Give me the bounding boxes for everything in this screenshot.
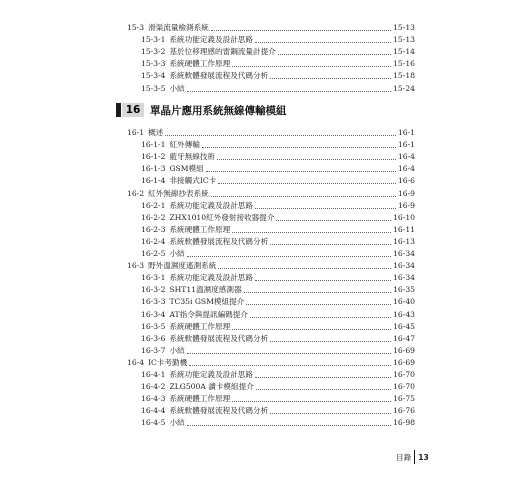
toc-entry (141, 45, 415, 57)
entry-title: 系統功能定義及設計思路 (169, 273, 253, 283)
chapter-marker (116, 103, 121, 117)
entry-page: 15-13 (393, 23, 415, 32)
entry-page: 16-75 (393, 394, 415, 404)
dot-leader (278, 53, 391, 55)
entry-number: 16-1-2 (141, 152, 166, 162)
dot-leader (187, 424, 391, 426)
entry-title: 系統軟體發展流程及代碼分析 (169, 71, 269, 81)
toc-entry (141, 33, 415, 45)
dot-leader (232, 328, 391, 330)
toc-entry (127, 356, 415, 368)
toc-entry (127, 187, 415, 199)
page-footer (396, 451, 429, 463)
entry-title: 小結 (169, 249, 185, 258)
entry-title: AT指令與提訊編碼提介 (169, 309, 248, 319)
entry-number: 16-2-4 (141, 236, 166, 246)
entry-title: 系統硬體工作原理 (169, 59, 231, 69)
dot-leader (246, 303, 391, 305)
footer-page-number: 13 (418, 452, 429, 462)
entry-number: 15-3-3 (141, 59, 166, 69)
dot-leader (270, 243, 391, 245)
dot-leader (276, 219, 391, 221)
entry-number: 16-4 (127, 357, 145, 367)
entry-title: 系統軟體發展流程及代碼分析 (169, 236, 269, 246)
dot-leader (255, 376, 391, 378)
toc-entry (141, 162, 415, 174)
dot-leader (211, 195, 396, 197)
dot-leader (217, 158, 396, 160)
entry-page: 16-9 (397, 200, 415, 210)
toc-entry (141, 416, 415, 428)
entry-title: 系統硬體工作原理 (169, 321, 231, 331)
dot-leader (218, 267, 391, 269)
entry-title: ZLG500A 讀卡模組提介 (169, 382, 254, 392)
dot-leader (202, 146, 396, 148)
entry-page: 16-70 (393, 382, 415, 392)
entry-number: 16-3 (127, 261, 145, 271)
toc-entry (141, 308, 415, 320)
entry-number: 15-3-1 (141, 35, 166, 45)
toc-entry (141, 69, 415, 81)
entry-title: ZHX1010紅外發射接收器提介 (169, 212, 275, 222)
toc-entry (141, 332, 415, 344)
entry-title: SHT11溫濕度感測器 (169, 285, 242, 295)
entry-page: 16-6 (397, 176, 415, 186)
entry-number: 16-2-2 (141, 212, 166, 222)
entry-page: 16-9 (397, 188, 415, 198)
entry-number: 16-3-7 (141, 345, 166, 355)
entry-number: 16-4-1 (141, 370, 166, 379)
entry-title: 小結 (169, 345, 185, 355)
toc-entry (141, 295, 415, 307)
entry-page: 16-47 (393, 333, 415, 343)
dot-leader (232, 231, 391, 233)
toc-entry (141, 174, 415, 186)
toc-entry (141, 235, 415, 247)
entry-title: 非接觸式IC卡 (169, 176, 217, 186)
entry-page: 16-13 (393, 236, 415, 246)
entry-page: 15-18 (393, 71, 415, 81)
dot-leader (187, 90, 391, 92)
entry-title: GSM模組 (169, 164, 204, 174)
entry-page: 16-34 (393, 273, 415, 283)
entry-page: 16-10 (393, 212, 415, 222)
toc-entry (141, 320, 415, 332)
toc-entry (127, 126, 415, 138)
toc-entry (141, 283, 415, 295)
toc-entry (141, 271, 415, 283)
entry-title: 系統硬體工作原理 (169, 394, 231, 404)
entry-number: 16-1-4 (141, 176, 166, 186)
entry-number: 16-4-3 (141, 394, 166, 404)
entry-page: 16-34 (393, 261, 415, 271)
entry-title: 系統功能定義及設計思路 (169, 370, 253, 379)
toc-entry (141, 404, 415, 416)
toc-entry (141, 223, 415, 235)
entry-title: 紅外無線抄表系統 (148, 188, 209, 198)
entry-title: 小結 (169, 83, 185, 93)
entry-number: 16-4-4 (141, 406, 166, 416)
entry-number: 16-4-2 (141, 382, 166, 392)
footer-label: 目錄 (396, 452, 412, 462)
toc-entry (141, 138, 415, 150)
entry-number: 16-2-3 (141, 224, 166, 234)
entry-title: 系統軟體發展流程及代碼分析 (169, 333, 269, 343)
dot-leader (211, 29, 391, 31)
entry-title: 系統功能定義及設計思路 (169, 35, 253, 45)
entry-title: IC卡考勤機 (148, 357, 188, 367)
dot-leader (218, 182, 396, 184)
toc-entry (141, 57, 415, 69)
toc-entry (127, 21, 415, 33)
entry-number: 16-4-5 (141, 418, 166, 428)
dot-leader (255, 207, 396, 209)
entry-number: 16-3-2 (141, 285, 166, 295)
entry-title: TC35i GSM模組提介 (169, 297, 245, 307)
entry-page: 16-70 (393, 370, 415, 379)
entry-title: 藍牙無線技術 (169, 152, 216, 162)
entry-page: 15-13 (393, 35, 415, 45)
dot-leader (187, 255, 391, 257)
entry-page: 15-14 (393, 47, 415, 57)
dot-leader (232, 400, 391, 402)
dot-leader (270, 77, 391, 79)
dot-leader (165, 134, 396, 136)
toc-entry (141, 82, 415, 94)
dot-leader (244, 291, 392, 293)
entry-title: 基於位移理感的雷鋼流量計提介 (169, 47, 276, 57)
toc-entry (141, 368, 415, 380)
entry-number: 15-3 (127, 23, 145, 32)
entry-number: 16-2 (127, 188, 145, 198)
entry-title: 系統軟體發展流程及代碼分析 (169, 406, 269, 416)
entry-page: 15-16 (393, 59, 415, 69)
dot-leader (206, 170, 396, 172)
entry-number: 15-3-4 (141, 71, 166, 81)
entry-title: 系統硬體工作原理 (169, 224, 231, 234)
dot-leader (250, 316, 391, 318)
entry-page: 16-4 (397, 164, 415, 174)
entry-page: 16-45 (393, 321, 415, 331)
entry-page: 16-43 (393, 309, 415, 319)
entry-page: 15-24 (393, 83, 415, 93)
entry-page: 16-1 (397, 140, 415, 150)
entry-page: 16-35 (393, 285, 415, 295)
dot-leader (255, 279, 391, 281)
toc-entry (141, 380, 415, 392)
entry-title: 概述 (148, 128, 164, 137)
entry-number: 15-3-2 (141, 47, 166, 57)
dot-leader (189, 364, 391, 366)
dot-leader (256, 388, 391, 390)
dot-leader (232, 65, 391, 67)
toc-entry (141, 344, 415, 356)
entry-number: 16-2-1 (141, 200, 166, 210)
chapter-heading (116, 103, 287, 117)
entry-number: 16-3-1 (141, 273, 166, 283)
entry-title: 系統功能定義及設計思路 (169, 200, 253, 210)
entry-page: 16-34 (393, 249, 415, 258)
entry-page: 16-69 (393, 357, 415, 367)
entry-page: 16-11 (393, 224, 415, 234)
entry-page: 16-76 (393, 406, 415, 416)
entry-title: 紅外傳輸 (169, 140, 200, 150)
entry-page: 16-69 (393, 345, 415, 355)
entry-title: 小結 (169, 418, 185, 428)
entry-number: 16-3-5 (141, 321, 166, 331)
entry-number: 16-3-6 (141, 333, 166, 343)
entry-number: 16-3-4 (141, 309, 166, 319)
toc-entry (127, 259, 415, 271)
entry-page: 16-40 (393, 297, 415, 307)
dot-leader (187, 352, 391, 354)
toc-entry (141, 150, 415, 162)
chapter-number: 16 (122, 103, 144, 117)
entry-page: 16-1 (397, 128, 415, 137)
entry-title: 滑渠流量檢測系統 (148, 23, 209, 32)
toc-entry (141, 199, 415, 211)
entry-page: 16-98 (393, 418, 415, 428)
entry-title: 野外溫濕度遙測系統 (148, 261, 217, 271)
chapter-title: 單晶片應用系統無線傳輸模組 (150, 104, 287, 117)
dot-leader (255, 41, 391, 43)
entry-page: 16-4 (397, 152, 415, 162)
entry-number: 15-3-5 (141, 83, 166, 93)
dot-leader (270, 340, 391, 342)
entry-number: 16-2-5 (141, 249, 166, 258)
toc-entry (141, 211, 415, 223)
entry-number: 16-1 (127, 128, 145, 137)
entry-number: 16-3-3 (141, 297, 166, 307)
dot-leader (270, 412, 391, 414)
entry-number: 16-1-3 (141, 164, 166, 174)
toc-entry (141, 247, 415, 259)
toc-entry (141, 392, 415, 404)
entry-number: 16-1-1 (141, 140, 166, 150)
footer-divider (414, 450, 415, 464)
